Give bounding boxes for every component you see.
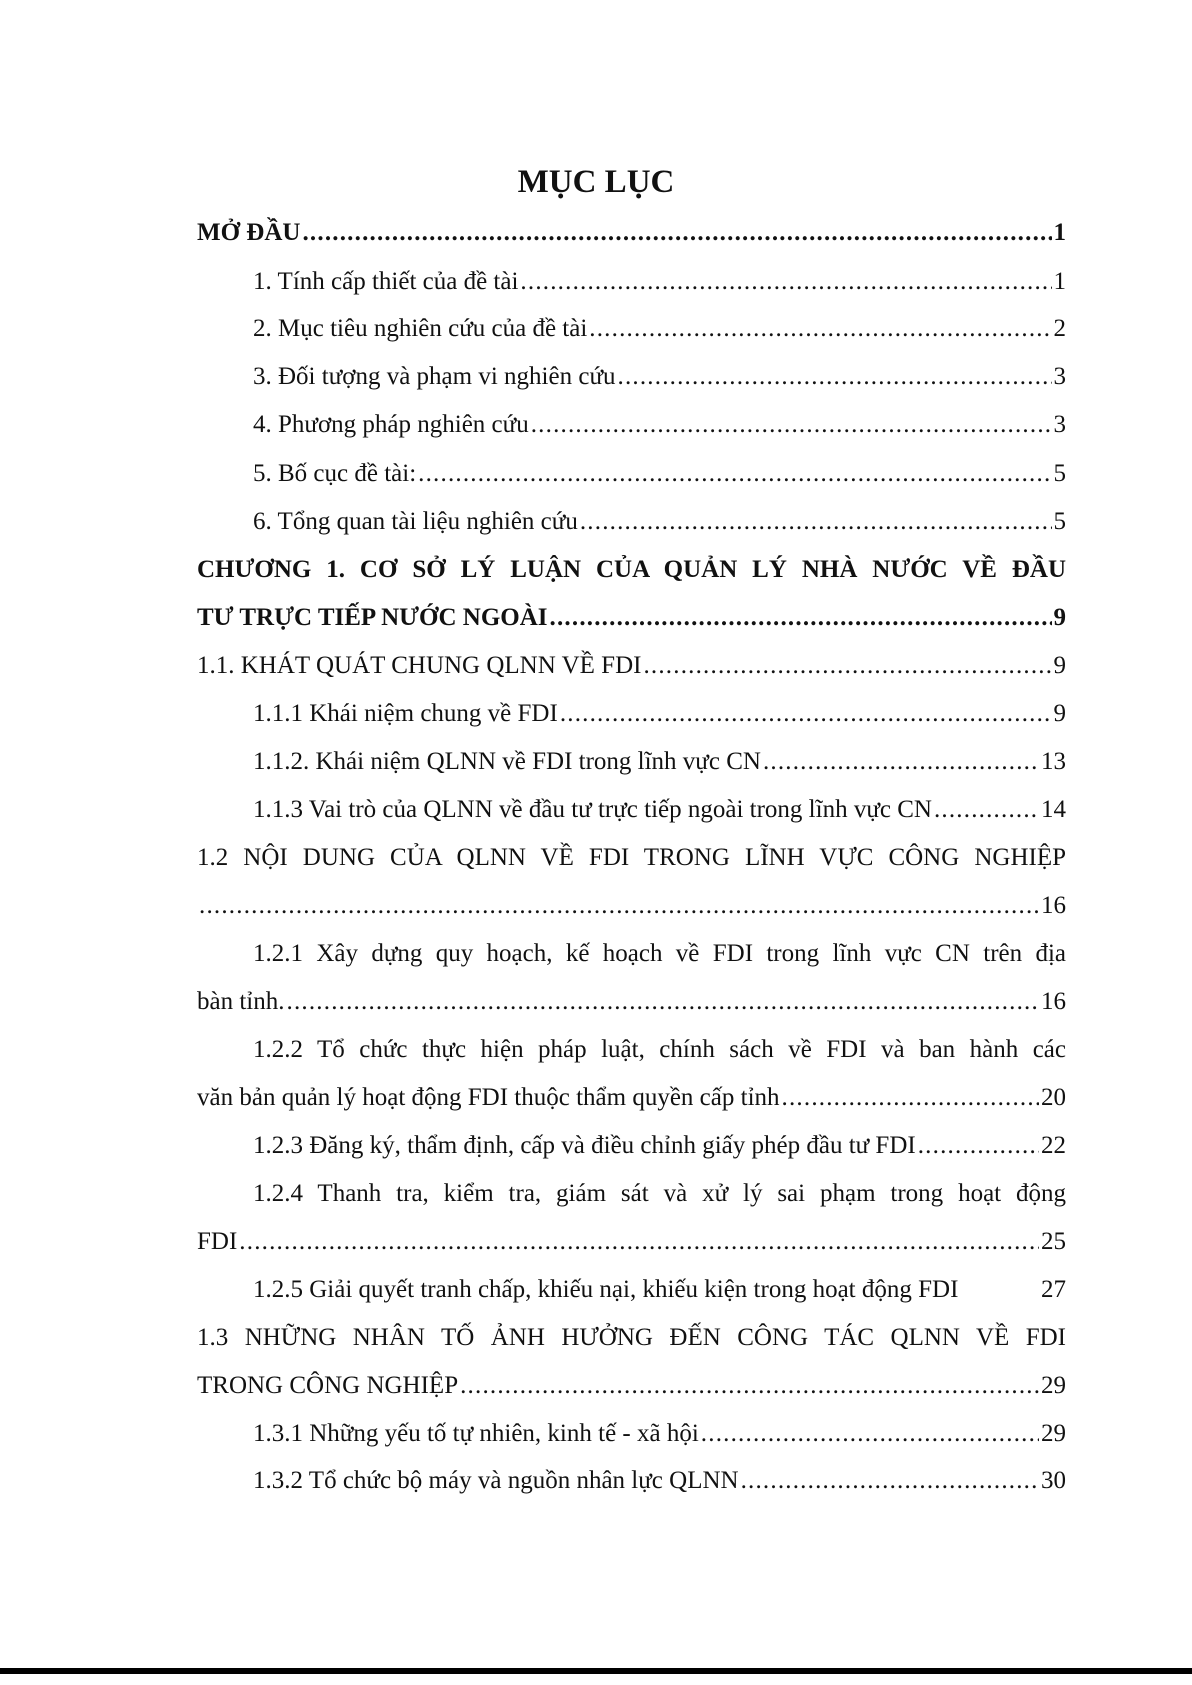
- toc-page-number: 3: [1053, 411, 1066, 438]
- toc-entry-text: 1.3.1 Những yếu tố tự nhiên, kinh tế - xã hội: [253, 1420, 699, 1447]
- toc-page-number: 29: [1041, 1372, 1066, 1399]
- dot-leader: [520, 262, 1051, 302]
- toc-page-number: 20: [1041, 1084, 1066, 1111]
- toc-entry-1-3-line1[interactable]: [197, 1318, 1066, 1358]
- toc-entry-text: MỞ ĐẦU: [197, 219, 301, 246]
- dot-leader: [918, 1126, 1039, 1166]
- toc-page-number: 1: [1053, 268, 1066, 295]
- toc-entry-1-2-line1[interactable]: [197, 838, 1066, 878]
- toc-entry-text: 1.2.1 Xây dựng quy hoạch, kế hoạch về FDI trong lĩnh vực CN trên địa: [253, 940, 1066, 967]
- toc-page-number: 16: [1041, 988, 1066, 1015]
- toc-page-number: 25: [1041, 1228, 1066, 1255]
- toc-page-number: 30: [1041, 1467, 1066, 1494]
- toc-entry-1-1[interactable]: [197, 646, 1066, 686]
- toc-page-number: 9: [1053, 700, 1066, 727]
- toc-page-number: 9: [1053, 652, 1066, 679]
- dot-leader: [239, 1222, 1039, 1262]
- dot-leader: [701, 1414, 1039, 1454]
- toc-entry-4[interactable]: [253, 405, 1066, 445]
- dot-leader: [199, 886, 1039, 926]
- page-bottom-border: [0, 1668, 1192, 1674]
- dot-leader: [287, 982, 1040, 1022]
- dot-leader: [934, 790, 1039, 830]
- toc-entry-text: 1.3 NHỮNG NHÂN TỐ ẢNH HƯỞNG ĐẾN CÔNG TÁC QLNN VỀ FDI: [197, 1324, 1066, 1351]
- toc-entry-text: văn bản quản lý hoạt động FDI thuộc thẩm quyền cấp tỉnh: [197, 1084, 780, 1111]
- toc-entry-text: 1.1.3 Vai trò của QLNN về đầu tư trực tiếp ngoài trong lĩnh vực CN: [253, 796, 932, 823]
- toc-entry-text: 2. Mục tiêu nghiên cứu của đề tài: [253, 315, 588, 342]
- toc-entry-1-2-5[interactable]: [253, 1270, 1066, 1310]
- toc-entry-1-2-1-line2[interactable]: [197, 982, 1066, 1022]
- toc-page-number: 1: [1053, 219, 1066, 246]
- toc-entry-1[interactable]: [253, 262, 1066, 302]
- toc-entry-text: 4. Phương pháp nghiên cứu: [253, 411, 529, 438]
- toc-entry-1-1-1[interactable]: [253, 694, 1066, 734]
- toc-entry-chapter-1-line1[interactable]: [197, 550, 1066, 590]
- page-title: MỤC LỤC: [517, 164, 675, 200]
- toc-entry-1-2-1-line1[interactable]: [253, 934, 1066, 974]
- toc-entry-1-2-4-line1[interactable]: [253, 1174, 1066, 1214]
- dot-leader: [589, 309, 1051, 349]
- dot-leader: [560, 694, 1052, 734]
- toc-entry-1-2-4-line2[interactable]: [197, 1222, 1066, 1262]
- toc-entry-6[interactable]: [253, 502, 1066, 542]
- dot-leader: [531, 405, 1052, 445]
- toc-entry-text: 1.2.4 Thanh tra, kiểm tra, giám sát và xử lý sai phạm trong hoạt động: [253, 1180, 1066, 1207]
- toc-entry-text: 1.2.3 Đăng ký, thẩm định, cấp và điều chỉnh giấy phép đầu tư FDI: [253, 1132, 916, 1159]
- toc-page-number: 5: [1053, 460, 1066, 487]
- toc-page-number: 2: [1053, 315, 1066, 342]
- toc-page-number: 29: [1041, 1420, 1066, 1447]
- toc-entry-text: 3. Đối tượng và phạm vi nghiên cứu: [253, 363, 616, 390]
- toc-entry-text: 1. Tính cấp thiết của đề tài: [253, 268, 519, 295]
- toc-page-number: 14: [1041, 796, 1066, 823]
- toc-entry-1-2-2-line1[interactable]: [253, 1030, 1066, 1070]
- toc-entry-mo-dau[interactable]: [197, 213, 1066, 253]
- dot-leader: [302, 213, 1051, 253]
- toc-page-number: 9: [1053, 604, 1066, 631]
- toc-entry-1-3-1[interactable]: [253, 1414, 1066, 1454]
- toc-entry-5[interactable]: [253, 454, 1066, 494]
- dot-leader: [763, 742, 1039, 782]
- toc-page-number: 5: [1053, 508, 1066, 535]
- dot-leader: [580, 502, 1052, 542]
- toc-entry-text: 1.2 NỘI DUNG CỦA QLNN VỀ FDI TRONG LĨNH VỰC CÔNG NGHIỆP: [197, 844, 1066, 871]
- dot-leader: [418, 454, 1051, 494]
- toc-entry-1-3-2[interactable]: [253, 1461, 1066, 1501]
- toc-entry-text: bàn tỉnh.: [197, 988, 285, 1015]
- toc-entry-1-2-line2[interactable]: [197, 886, 1066, 926]
- toc-page-number: 27: [1041, 1276, 1066, 1303]
- toc-entry-text: 1.3.2 Tổ chức bộ máy và nguồn nhân lực QLNN: [253, 1467, 739, 1494]
- toc-entry-text: 1.1.2. Khái niệm QLNN về FDI trong lĩnh vực CN: [253, 748, 761, 775]
- dot-leader: [741, 1461, 1039, 1501]
- toc-entry-text: TƯ TRỰC TIẾP NƯỚC NGOÀI: [197, 604, 548, 631]
- toc-entry-1-3-line2[interactable]: [197, 1366, 1066, 1406]
- toc-page-number: 16: [1041, 892, 1066, 919]
- toc-entry-1-2-3[interactable]: [253, 1126, 1066, 1166]
- toc-entry-text: CHƯƠNG 1. CƠ SỞ LÝ LUẬN CỦA QUẢN LÝ NHÀ NƯỚC VỀ ĐẦU: [197, 556, 1066, 583]
- toc-entry-text: 6. Tổng quan tài liệu nghiên cứu: [253, 508, 578, 535]
- toc-page-number: 22: [1041, 1132, 1066, 1159]
- dot-leader: [550, 598, 1052, 638]
- dot-leader: [460, 1366, 1039, 1406]
- toc-entry-3[interactable]: [253, 357, 1066, 397]
- toc-entry-chapter-1-line2[interactable]: [197, 598, 1066, 638]
- dot-leader: [782, 1078, 1039, 1118]
- toc-entry-text: 1.1. KHÁT QUÁT CHUNG QLNN VỀ FDI: [197, 652, 642, 679]
- toc-entry-1-1-3[interactable]: [253, 790, 1066, 830]
- toc-entry-2[interactable]: [253, 309, 1066, 349]
- toc-entry-text: TRONG CÔNG NGHIỆP: [197, 1372, 459, 1399]
- toc-entry-1-2-2-line2[interactable]: [197, 1078, 1066, 1118]
- toc-page-number: 3: [1053, 363, 1066, 390]
- dot-leader: [618, 357, 1052, 397]
- dot-leader: [643, 646, 1051, 686]
- toc-entry-1-1-2[interactable]: [253, 742, 1066, 782]
- toc-entry-text: 5. Bố cục đề tài:: [253, 460, 417, 487]
- toc-entry-text: 1.2.5 Giải quyết tranh chấp, khiếu nại, khiếu kiện trong hoạt động FDI: [253, 1276, 959, 1303]
- toc-entry-text: 1.1.1 Khái niệm chung về FDI: [253, 700, 558, 727]
- toc-entry-text: 1.2.2 Tổ chức thực hiện pháp luật, chính sách về FDI và ban hành các: [253, 1036, 1066, 1063]
- toc-page-number: 13: [1041, 748, 1066, 775]
- toc-entry-text: FDI: [197, 1228, 238, 1255]
